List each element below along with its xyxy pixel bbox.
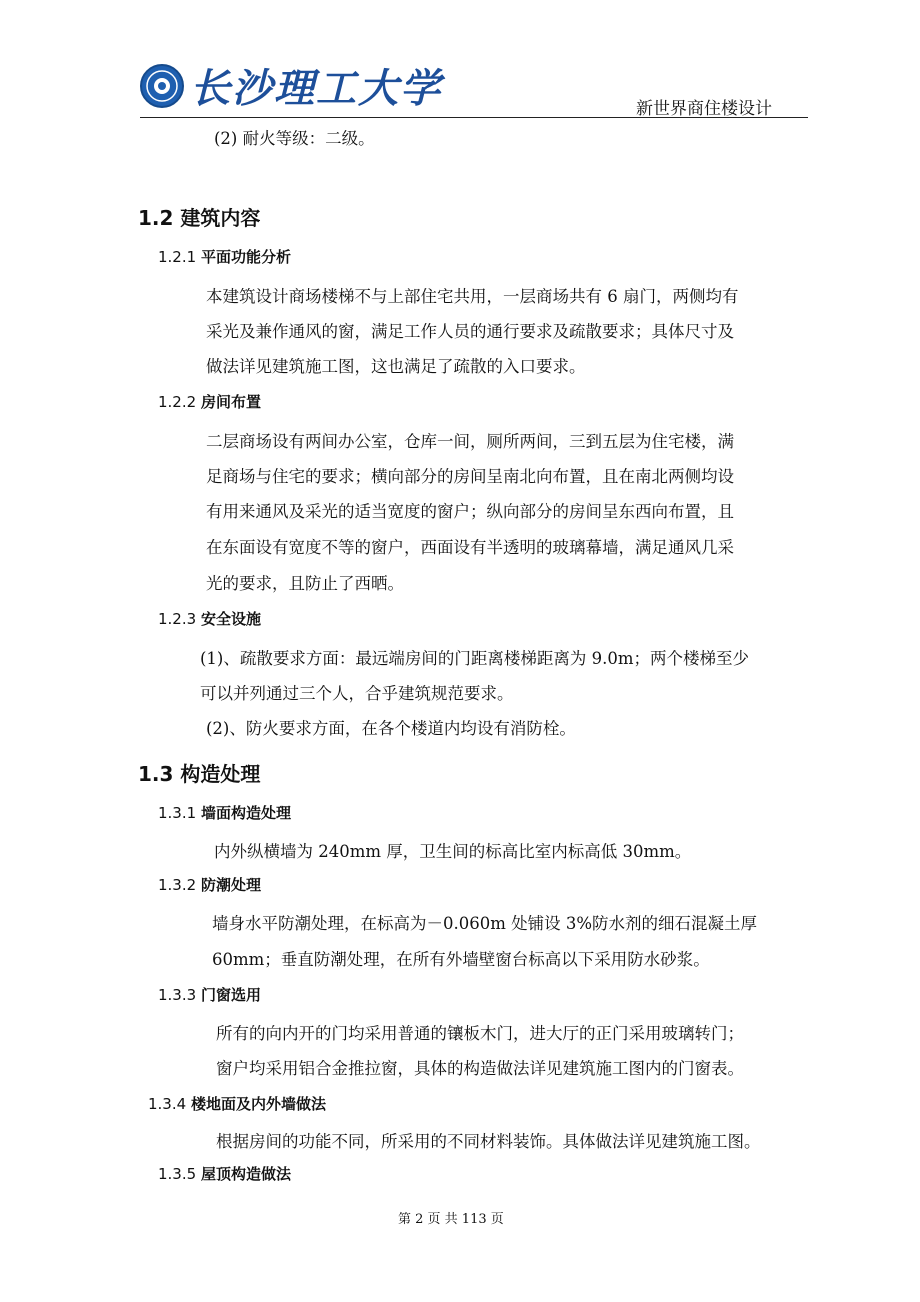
paragraph-line: 内外纵横墙为 240mm 厚，卫生间的标高比室内标高低 30mm。 <box>214 842 692 861</box>
subsection-heading-1-2-1 <box>158 246 291 267</box>
subsection-title: 门窗选用 <box>200 986 261 1004</box>
paragraph-line: 采光及兼作通风的窗，满足工作人员的通行要求及疏散要求；具体尺寸及 <box>206 322 734 341</box>
subsection-number: 1.3.2 <box>158 876 197 894</box>
subsection-heading-1-3-2 <box>158 874 261 895</box>
subsection-number: 1.3.4 <box>148 1095 187 1113</box>
paragraph-line: 60mm；垂直防潮处理，在所有外墙壁窗台标高以下采用防水砂浆。 <box>212 950 710 969</box>
subsection-heading-1-3-3 <box>158 984 261 1005</box>
section-heading-1-2: 1.2 建筑内容 <box>138 206 261 230</box>
paragraph-line: 本建筑设计商场楼梯不与上部住宅共用，一层商场共有 6 扇门，两侧均有 <box>206 287 739 306</box>
paragraph-line: 窗户均采用铝合金推拉窗，具体的构造做法详见建筑施工图内的门窗表。 <box>216 1059 744 1078</box>
subsection-heading-1-2-2 <box>158 391 261 412</box>
document-title: 新世界商住楼设计 <box>636 99 772 119</box>
subsection-heading-1-2-3 <box>158 608 261 629</box>
paragraph-line: 可以并列通过三个人，合乎建筑规范要求。 <box>200 684 514 703</box>
page-header <box>0 0 920 120</box>
fire-rating-line: (2) 耐火等级：二级。 <box>214 129 375 148</box>
subsection-title: 防潮处理 <box>200 876 261 894</box>
page-number-footer: 第 2 页 共 113 页 <box>398 1212 504 1227</box>
subsection-number: 1.3.5 <box>158 1165 197 1183</box>
subsection-number: 1.3.1 <box>158 804 197 822</box>
paragraph-line: 足商场与住宅的要求；横向部分的房间呈南北向布置，且在南北两侧均设 <box>206 467 734 486</box>
paragraph-line: 二层商场设有两间办公室，仓库一间，厕所两间，三到五层为住宅楼，满 <box>206 432 734 451</box>
university-seal-icon <box>140 64 184 108</box>
section-heading-1-3: 1.3 构造处理 <box>138 762 261 786</box>
paragraph-line: (2)、防火要求方面，在各个楼道内均设有消防栓。 <box>206 719 576 738</box>
subsection-number: 1.2.2 <box>158 393 197 411</box>
subsection-title: 楼地面及内外墙做法 <box>190 1095 326 1113</box>
subsection-title: 墙面构造处理 <box>200 804 291 822</box>
paragraph-line: (1)、疏散要求方面：最远端房间的门距离楼梯距离为 9.0m；两个楼梯至少 <box>200 649 750 668</box>
paragraph-line: 根据房间的功能不同，所采用的不同材料装饰。具体做法详见建筑施工图。 <box>216 1132 761 1151</box>
header-divider <box>140 117 808 118</box>
paragraph-line: 墙身水平防潮处理，在标高为－0.060m 处铺设 3%防水剂的细石混凝土厚 <box>212 914 758 933</box>
subsection-number: 1.3.3 <box>158 986 197 1004</box>
subsection-title: 房间布置 <box>200 393 261 411</box>
subsection-heading-1-3-1 <box>158 802 291 823</box>
paragraph-line: 在东面设有宽度不等的窗户，西面设有半透明的玻璃幕墙，满足通风几采 <box>206 538 734 557</box>
paragraph-line: 所有的向内开的门均采用普通的镶板木门，进大厅的正门采用玻璃转门； <box>216 1024 744 1043</box>
paragraph-line: 做法详见建筑施工图，这也满足了疏散的入口要求。 <box>206 357 586 376</box>
subsection-title: 安全设施 <box>200 610 261 628</box>
subsection-number: 1.2.3 <box>158 610 197 628</box>
subsection-heading-1-3-5 <box>158 1163 291 1184</box>
paragraph-line: 光的要求，且防止了西晒。 <box>206 574 404 593</box>
paragraph-line: 有用来通风及采光的适当宽度的窗户；纵向部分的房间呈东西向布置，且 <box>206 502 734 521</box>
subsection-title: 平面功能分析 <box>200 248 291 266</box>
university-logo-text: 长沙理工大学 <box>190 65 442 112</box>
subsection-title: 屋顶构造做法 <box>200 1165 291 1183</box>
subsection-heading-1-3-4 <box>148 1093 326 1114</box>
subsection-number: 1.2.1 <box>158 248 197 266</box>
